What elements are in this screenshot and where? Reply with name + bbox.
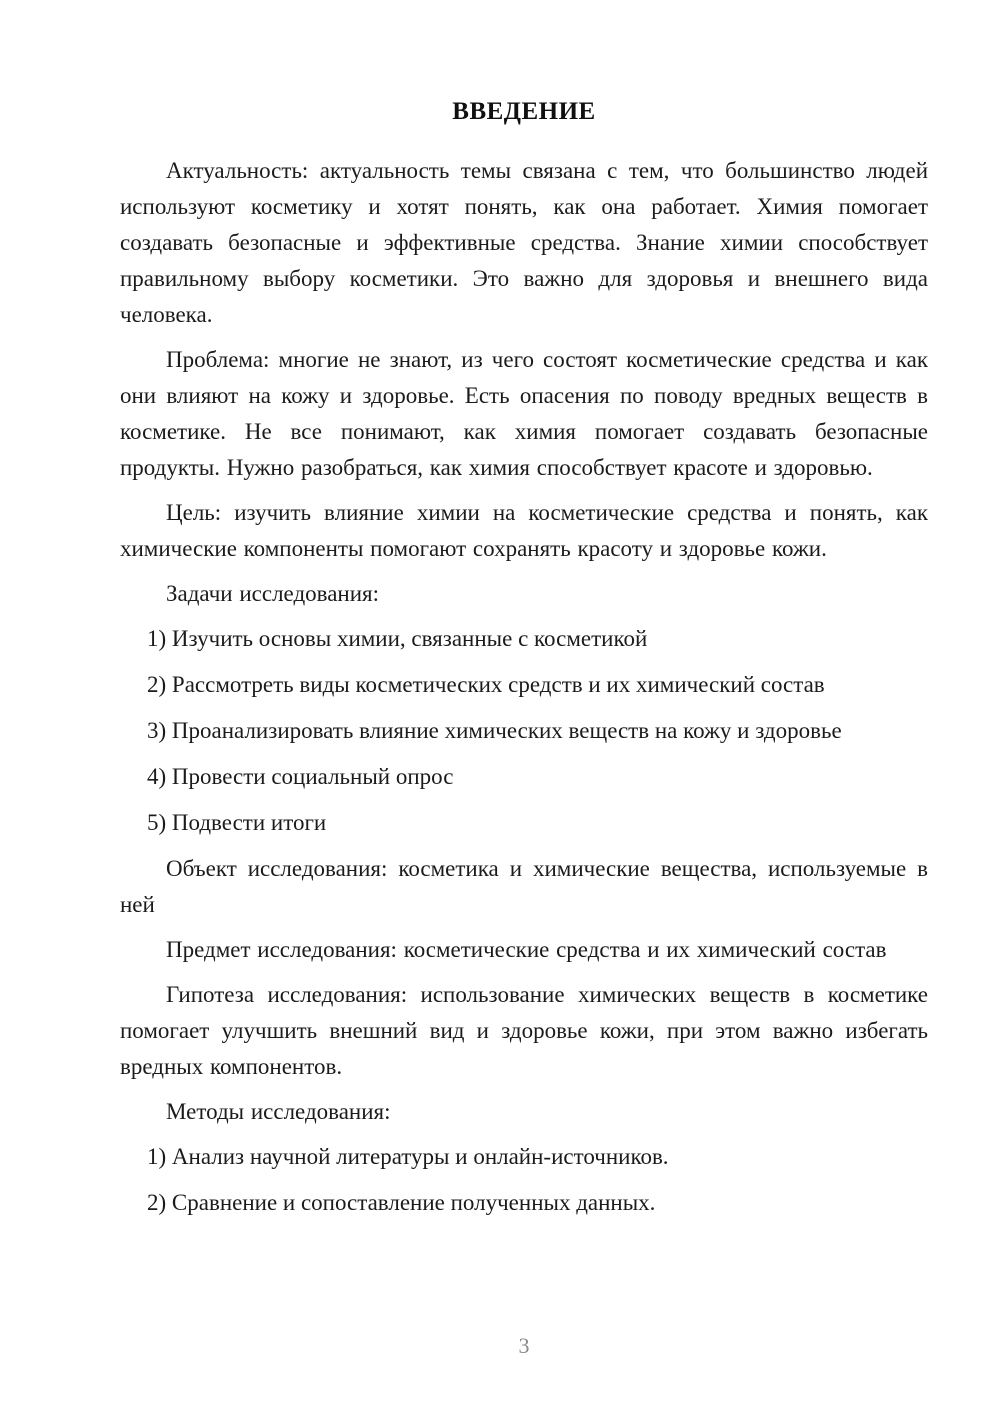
task-list-item: 3) Проанализировать влияние химических веществ на кожу и здоровье	[147, 718, 842, 743]
paragraph-subject: Предмет исследования: косметические средства и их химический состав	[166, 937, 887, 962]
page-number: 3	[518, 1333, 530, 1358]
task-list-item: 2) Рассмотреть виды косметических средств и их химический состав	[147, 672, 825, 697]
paragraph-object: Объект исследования: косметика и химические вещества, используемые в ней	[120, 856, 928, 917]
task-list-item: 1) Изучить основы химии, связанные с косметикой	[147, 626, 648, 651]
task-list-item: 4) Провести социальный опрос	[147, 764, 454, 789]
tasks-heading: Задачи исследования:	[166, 581, 380, 606]
paragraph-hypothesis: Гипотеза исследования: использование химических веществ в косметике помогает улучшить внешний вид и здоровье кожи, при этом важно избегать вредных компонентов.	[120, 982, 928, 1079]
page-title: ВВЕДЕНИЕ	[452, 98, 596, 125]
paragraph-relevance: Актуальность: актуальность темы связана с тем, что большинство людей используют косметику и хотят понять, как она работает. Химия помогает создавать безопасные и эффективные средства. Знание химии способствует правильному выбору косметики. Это важно для здоровья и внешнего вида человека.	[120, 158, 928, 327]
task-list-item: 5) Подвести итоги	[147, 810, 327, 835]
paragraph-problem: Проблема: многие не знают, из чего состоят косметические средства и как они влияют на кожу и здоровье. Есть опасения по поводу вредных веществ в косметике. Не все понимают, как химия помогает создавать безопасные продукты. Нужно разобраться, как химия способствует красоте и здоровью.	[120, 347, 928, 480]
methods-heading: Методы исследования:	[166, 1099, 391, 1124]
paragraph-goal: Цель: изучить влияние химии на косметические средства и понять, как химические компоненты помогают сохранять красоту и здоровье кожи.	[120, 500, 928, 561]
method-list-item: 2) Сравнение и сопоставление полученных данных.	[147, 1190, 656, 1215]
method-list-item: 1) Анализ научной литературы и онлайн-источников.	[147, 1144, 669, 1169]
